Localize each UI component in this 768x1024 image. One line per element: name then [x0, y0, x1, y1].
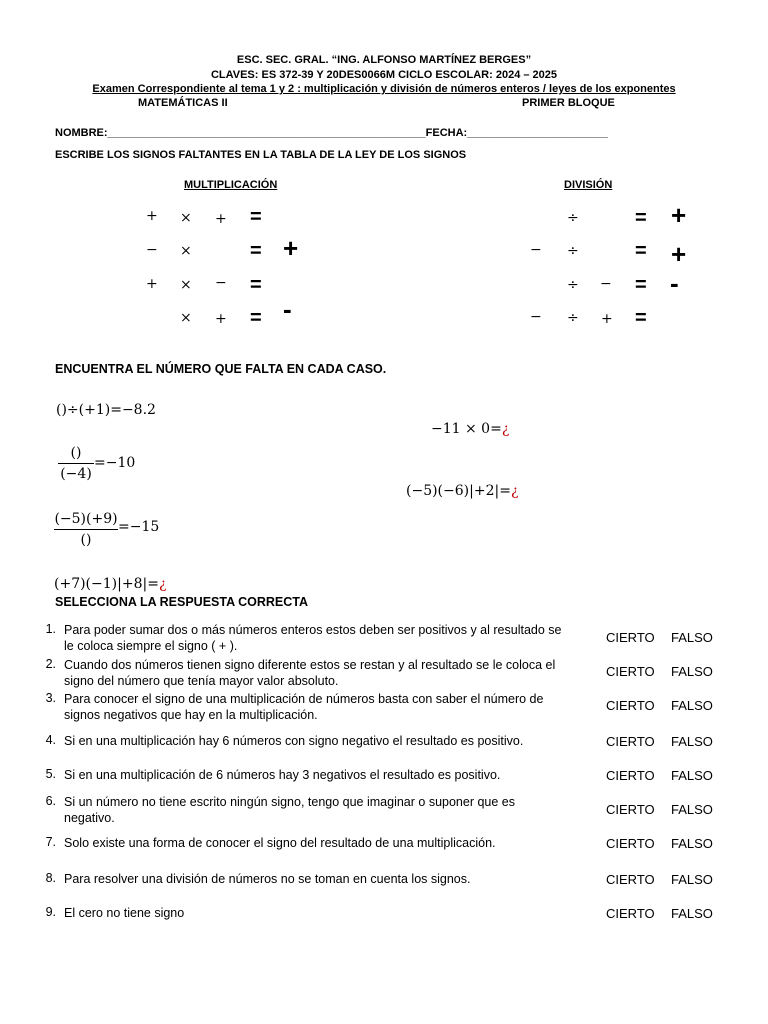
- div-row1-divide-icon: ÷: [567, 210, 579, 226]
- div-row4-sign-a[interactable]: −: [530, 309, 542, 325]
- option-falso[interactable]: FALSO: [671, 630, 713, 645]
- mult-row1-equals: =: [250, 206, 262, 228]
- div-row1-equals: =: [635, 207, 647, 229]
- equation-6-unknown[interactable]: ¿: [510, 483, 519, 499]
- question-number: 3.: [45, 691, 56, 705]
- question-text: Si en una multiplicación hay 6 números con signo negativo el resultado es positivo.: [64, 734, 524, 748]
- option-falso[interactable]: FALSO: [671, 768, 713, 783]
- option-cierto[interactable]: CIERTO: [606, 630, 655, 645]
- div-row2-sign-a[interactable]: −: [530, 242, 542, 258]
- option-cierto[interactable]: CIERTO: [606, 836, 655, 851]
- option-cierto[interactable]: CIERTO: [606, 768, 655, 783]
- mult-row2-sign-a[interactable]: −: [146, 242, 158, 258]
- div-row3-divide-icon: ÷: [567, 277, 579, 293]
- equation-4[interactable]: [54, 576, 166, 592]
- equation-2-numerator[interactable]: (): [70, 445, 82, 461]
- option-falso[interactable]: FALSO: [671, 872, 713, 887]
- div-row3-result[interactable]: -: [670, 268, 679, 298]
- div-row3-sign-b[interactable]: −: [600, 276, 612, 292]
- equation-2-fraction[interactable]: [58, 444, 94, 483]
- school-name: ESC. SEC. GRAL. “ING. ALFONSO MARTÍNEZ BERGES”: [236, 54, 532, 66]
- option-falso[interactable]: FALSO: [671, 698, 713, 713]
- mult-row2-equals: =: [250, 240, 262, 262]
- mult-row3-sign-b[interactable]: −: [215, 275, 227, 291]
- question-number: 8.: [45, 871, 56, 885]
- question-text: Para poder sumar dos o más números enteros estos deben ser positivos y al resultado se le coloca siempre el signo ( + ).: [64, 623, 562, 653]
- question-text: El cero no tiene signo: [64, 906, 185, 920]
- option-falso[interactable]: FALSO: [671, 734, 713, 749]
- mult-row1-sign-b[interactable]: +: [215, 211, 227, 227]
- question-text: Para resolver una división de números no se toman en cuenta los signos.: [64, 872, 471, 886]
- equation-3-rhs: =−15: [118, 519, 160, 535]
- mult-row4-result[interactable]: -: [283, 294, 292, 324]
- equation-2-rhs: =−10: [94, 455, 136, 471]
- mult-row2-result[interactable]: +: [283, 233, 299, 263]
- option-falso[interactable]: FALSO: [671, 802, 713, 817]
- mult-row4-equals: =: [250, 307, 262, 329]
- question-text: Si en una multiplicación de 6 números hay 3 negativos el resultado es positivo.: [64, 768, 501, 782]
- div-row2-equals: =: [635, 240, 647, 262]
- equation-5[interactable]: [431, 421, 509, 437]
- mult-row3-sign-a[interactable]: +: [146, 276, 158, 292]
- option-cierto[interactable]: CIERTO: [606, 698, 655, 713]
- equation-3-denominator[interactable]: (): [80, 532, 92, 548]
- div-row2-result[interactable]: +: [671, 239, 687, 269]
- equation-3-fraction[interactable]: [54, 510, 118, 549]
- div-row4-sign-b[interactable]: +: [601, 311, 613, 327]
- div-row1-result[interactable]: +: [671, 200, 687, 230]
- equation-5-lhs: −11 × 0=: [431, 421, 502, 437]
- division-title: DIVISIÓN: [564, 179, 613, 191]
- question-number: 6.: [45, 794, 56, 808]
- name-field[interactable]: [55, 127, 608, 139]
- equation-1[interactable]: ()÷(+1)=−8.2: [56, 402, 156, 418]
- mult-row4-sign-b[interactable]: +: [215, 311, 227, 327]
- signs-instruction: ESCRIBE LOS SIGNOS FALTANTES EN LA TABLA DE LA LEY DE LOS SIGNOS: [55, 149, 467, 161]
- fraction-bar: [58, 463, 94, 464]
- equation-6-lhs: (−5)(−6)|+2|=: [406, 483, 511, 499]
- date-field-label: FECHA:_______________________: [425, 127, 608, 139]
- exam-title: Examen Correspondiente al tema 1 y 2 : multiplicación y división de números enteros / leyes de los exponentes: [92, 83, 676, 95]
- question-number: 7.: [45, 835, 56, 849]
- question-text: Para conocer el signo de una multiplicación de números basta con saber el número de signos negativos que hay en la multiplicación.: [64, 692, 544, 722]
- question-text: Cuando dos números tienen signo diferente estos se restan y al resultado se le coloca el signo del número que tenía mayor valor absoluto.: [64, 658, 556, 688]
- question-number: 2.: [45, 657, 56, 671]
- question-text: Solo existe una forma de conocer el signo del resultado de una multiplicación.: [64, 836, 496, 850]
- name-field-label: NOMBRE:____________________________________________________: [55, 127, 426, 139]
- question-text: Si un número no tiene escrito ningún signo, tengo que imaginar o suponer que es negativo.: [64, 795, 515, 825]
- mult-row3-equals: =: [250, 274, 262, 296]
- equation-6[interactable]: [406, 483, 518, 499]
- div-row4-equals: =: [635, 307, 647, 329]
- multiplication-title: MULTIPLICACIÓN: [184, 179, 278, 191]
- option-cierto[interactable]: CIERTO: [606, 906, 655, 921]
- div-row4-divide-icon: ÷: [567, 310, 579, 326]
- mult-row2-times-icon: ×: [180, 243, 192, 259]
- question-number: 9.: [45, 905, 56, 919]
- option-cierto[interactable]: CIERTO: [606, 734, 655, 749]
- question-number: 5.: [45, 767, 56, 781]
- div-row2-divide-icon: ÷: [567, 243, 579, 259]
- question-number: 4.: [45, 733, 56, 747]
- equation-5-unknown[interactable]: ¿: [501, 421, 510, 437]
- mult-row3-times-icon: ×: [180, 277, 192, 293]
- equation-3-numerator: (−5)(+9): [54, 511, 118, 527]
- option-cierto[interactable]: CIERTO: [606, 664, 655, 679]
- block-label: PRIMER BLOQUE: [522, 97, 615, 109]
- mult-row1-times-icon: ×: [180, 210, 192, 226]
- true-false-title: SELECCIONA LA RESPUESTA CORRECTA: [55, 595, 309, 609]
- option-falso[interactable]: FALSO: [671, 906, 713, 921]
- fraction-bar: [54, 529, 118, 530]
- mult-row4-times-icon: ×: [180, 310, 192, 326]
- equation-4-unknown[interactable]: ¿: [158, 576, 167, 592]
- option-falso[interactable]: FALSO: [671, 836, 713, 851]
- div-row3-equals: =: [635, 274, 647, 296]
- subject-label: MATEMÁTICAS II: [138, 97, 228, 109]
- mult-row1-sign-a[interactable]: +: [146, 208, 158, 224]
- option-cierto[interactable]: CIERTO: [606, 802, 655, 817]
- equation-4-lhs: (+7)(−1)|+8|=: [54, 576, 159, 592]
- school-keys: CLAVES: ES 372-39 Y 20DES0066M CICLO ESCOLAR: 2024 – 2025: [210, 69, 558, 81]
- missing-number-title: ENCUENTRA EL NÚMERO QUE FALTA EN CADA CASO.: [55, 362, 387, 376]
- question-number: 1.: [45, 622, 56, 636]
- option-cierto[interactable]: CIERTO: [606, 872, 655, 887]
- option-falso[interactable]: FALSO: [671, 664, 713, 679]
- equation-2-denominator: (−4): [60, 466, 92, 482]
